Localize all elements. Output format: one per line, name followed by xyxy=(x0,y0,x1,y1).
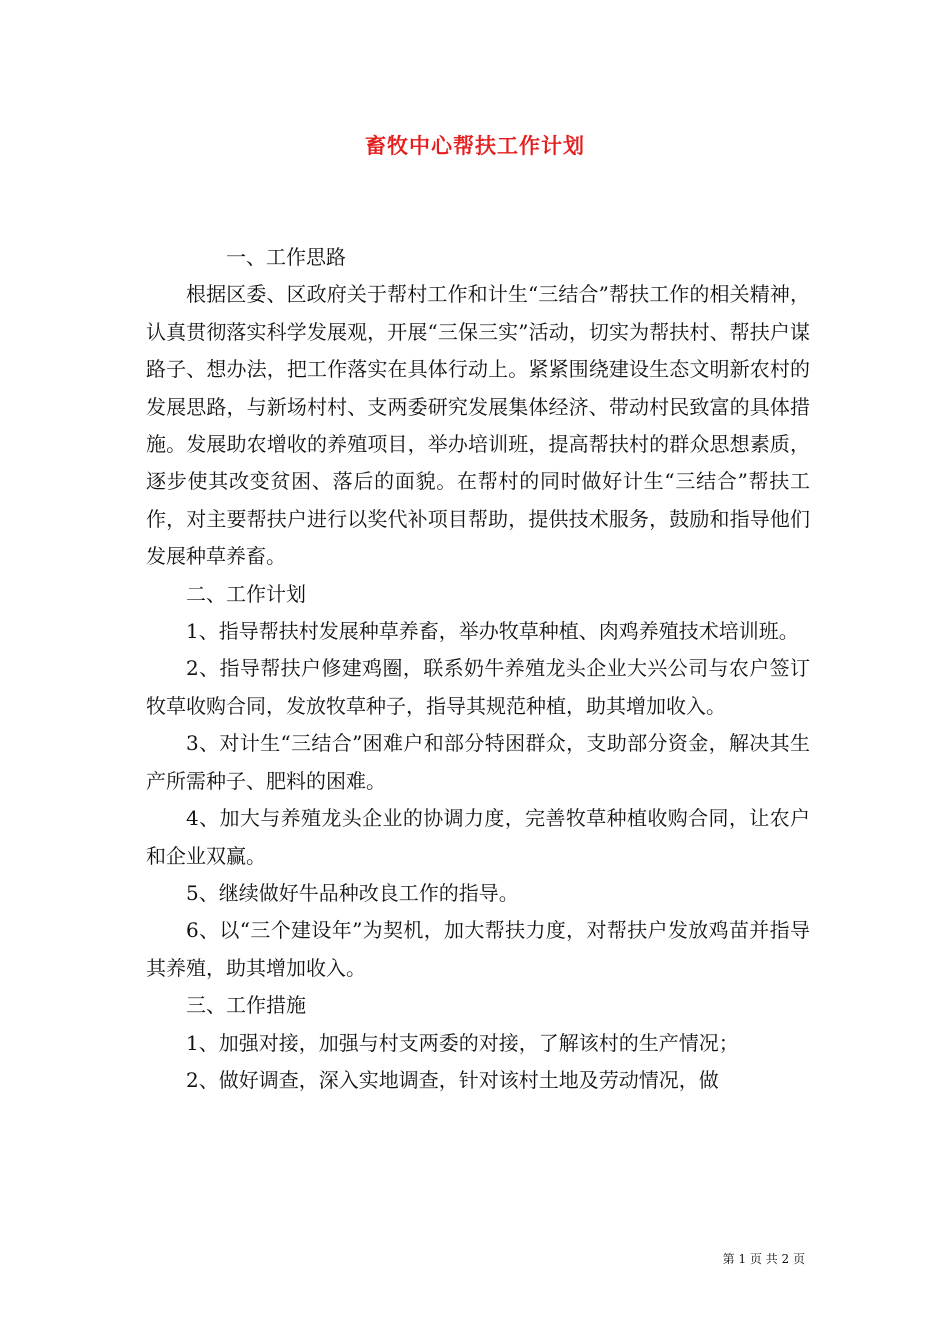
plan-item-6: 6、以“三个建设年”为契机，加大帮扶力度，对帮扶户发放鸡苗并指导其养殖，助其增加收入。 xyxy=(146,918,810,980)
section-heading-work-plan: 二、工作计划 xyxy=(186,581,306,606)
plan-item-5: 5、继续做好牛品种改良工作的指导。 xyxy=(186,880,519,905)
section-heading-work-measures: 三、工作措施 xyxy=(186,993,306,1018)
paragraph-work-idea: 根据区委、区政府关于帮村工作和计生“三结合”帮扶工作的相关精神，认真贯彻落实科学发展观，开展“三保三实”活动，切实为帮扶村、帮扶户谋路子、想办法，把工作落实在具体行动上。紧紧围绕建设生态文明新农村的发展思路，与新场村村、支两委研究发展集体经济、带动村民致富的具体措施。发展助农增收的养殖项目，举办培训班，提高帮扶村的群众思想素质，逐步使其改变贫困、落后的面貌。在帮村的同时做好计生“三结合”帮扶工作，对主要帮扶户进行以奖代补项目帮助，提供技术服务，鼓励和指导他们发展种草养畜。 xyxy=(146,282,810,569)
plan-item-2: 2、指导帮扶户修建鸡圈，联系奶牛养殖龙头企业大兴公司与农户签订牧草收购合同，发放牧草种子，指导其规范种植，助其增加收入。 xyxy=(146,656,810,718)
plan-item-1: 1、指导帮扶村发展种草养畜，举办牧草种植、肉鸡养殖技术培训班。 xyxy=(186,619,799,644)
document-body xyxy=(146,239,810,1099)
document-title: 畜牧中心帮扶工作计划 xyxy=(365,133,585,158)
plan-item-3: 3、对计生“三结合”困难户和部分特困群众，支助部分资金，解决其生产所需种子、肥料的困难。 xyxy=(146,731,810,793)
measure-item-2: 2、做好调查，深入实地调查，针对该村土地及劳动情况，做 xyxy=(186,1067,719,1092)
section-heading-work-idea: 一、工作思路 xyxy=(226,245,346,269)
page-number: 第 1 页 共 2 页 xyxy=(722,1252,805,1266)
measure-item-1: 1、加强对接，加强与村支两委的对接，了解该村的生产情况； xyxy=(186,1030,739,1055)
plan-item-4: 4、加大与养殖龙头企业的协调力度，完善牧草种植收购合同，让农户和企业双赢。 xyxy=(146,806,810,868)
